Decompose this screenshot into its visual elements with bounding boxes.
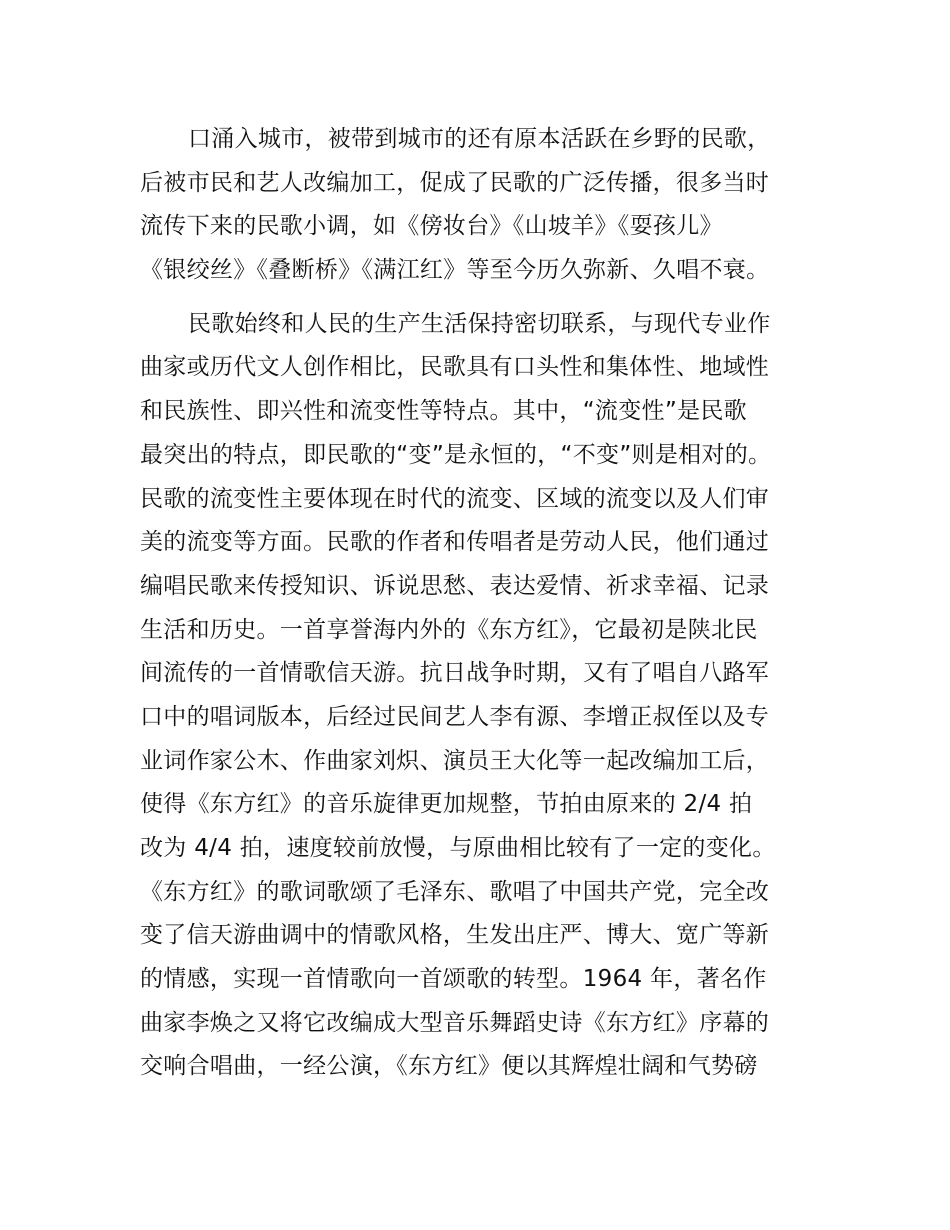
text-line: 《东方红》的歌词歌颂了毛泽东、歌唱了中国共产党，完全改: [140, 878, 770, 905]
text-line: 口中的唱词版本，后经过民间艺人李有源、李增正叔侄以及专: [140, 703, 770, 730]
text-line: 民歌的流变性主要体现在时代的流变、区域的流变以及人们审: [140, 485, 770, 512]
text-line: 《银绞丝》《叠断桥》《满江红》等至今历久弥新、久唱不衰。: [140, 257, 770, 284]
text-line: 交响合唱曲，一经公演，《东方红》便以其辉煌壮阔和气势磅: [140, 1053, 758, 1080]
text-line: 变了信天游曲调中的情歌风格，生发出庄严、博大、宽广等新: [140, 922, 770, 949]
paragraph-spacing: [140, 293, 830, 303]
text-line: 间流传的一首情歌信天游。抗日战争时期，又有了唱自八路军: [140, 660, 770, 687]
paragraph-1: [140, 118, 830, 293]
text-line: 编唱民歌来传授知识、诉说思愁、表达爱情、祈求幸福、记录: [140, 572, 770, 599]
text-line: 改为 4/4 拍，速度较前放慢，与原曲相比较有了一定的变化。: [140, 835, 776, 861]
text-line: 生活和历史。一首享誉海内外的《东方红》，它最初是陕北民: [140, 616, 758, 643]
text-line: 曲家或历代文人创作相比，民歌具有口头性和集体性、地域性: [140, 354, 770, 381]
body-text: [140, 118, 830, 1089]
text-line: 使得《东方红》的音乐旋律更加规整，节拍由原来的 2/4 拍: [140, 791, 753, 818]
text-line: 的情感，实现一首情歌向一首颂歌的转型。1964 年，著名作: [140, 966, 767, 993]
text-line: 最突出的特点，即民歌的“变”是永恒的，“不变”则是相对的。: [140, 441, 772, 468]
paragraph-2: [140, 303, 830, 1089]
text-line: 曲家李焕之又将它改编成大型音乐舞蹈史诗《东方红》序幕的: [140, 1009, 770, 1036]
text-line: 美的流变等方面。民歌的作者和传唱者是劳动人民，他们通过: [140, 529, 770, 556]
text-line: 业词作家公木、作曲家刘炽、演员王大化等一起改编加工后，: [140, 747, 770, 774]
text-line: 和民族性、即兴性和流变性等特点。其中，“流变性”是民歌: [140, 398, 747, 425]
text-line: 口涌入城市，被带到城市的还有原本活跃在乡野的民歌，: [188, 126, 771, 152]
text-line: 流传下来的民歌小调，如《傍妆台》《山坡羊》《耍孩儿》: [140, 213, 723, 240]
text-line: 后被市民和艺人改编加工，促成了民歌的广泛传播，很多当时: [140, 169, 770, 196]
text-line: 民歌始终和人民的生产生活保持密切联系，与现代专业作: [188, 310, 771, 337]
